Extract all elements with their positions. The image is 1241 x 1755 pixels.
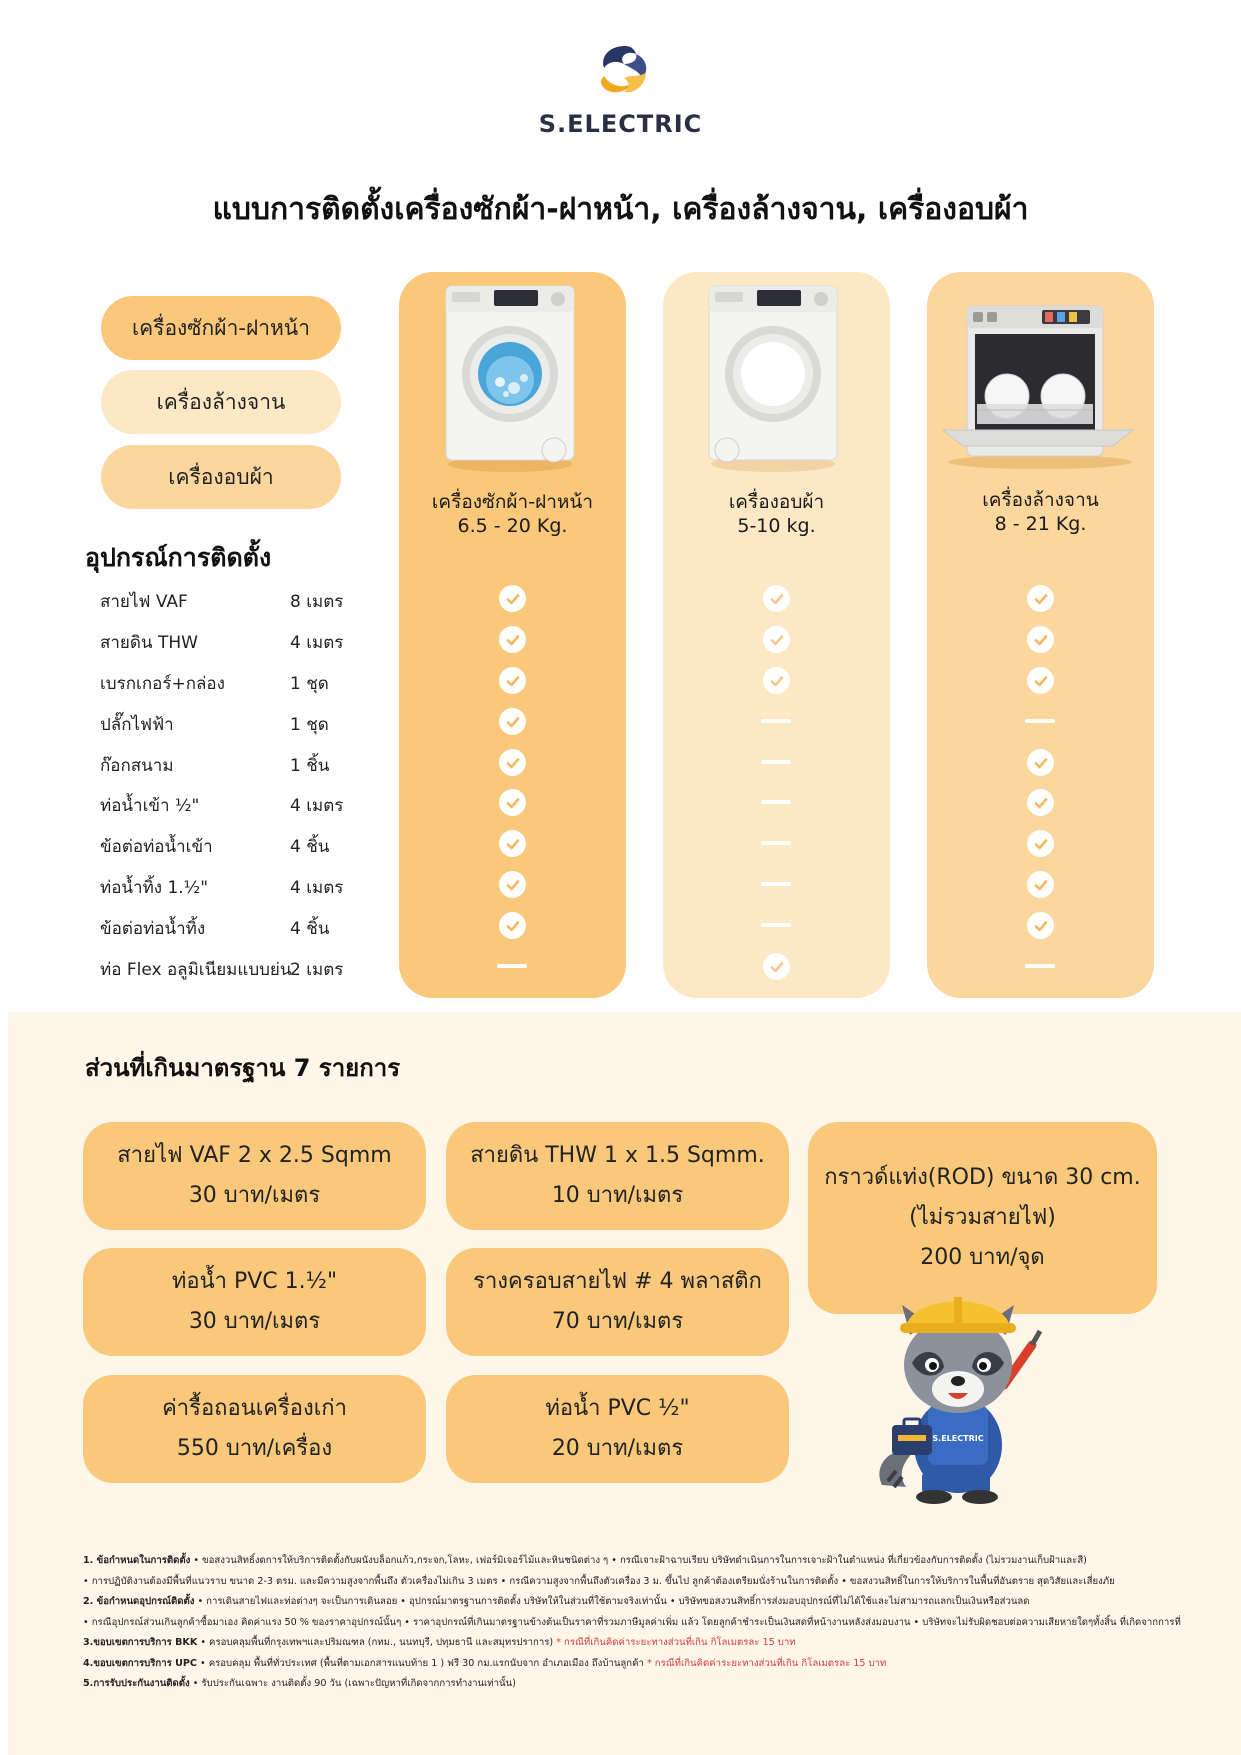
note-head: 1. ข้อกำหนดในการติดตั้ง [83,1555,191,1566]
dryer-check-icon [763,626,790,653]
extra-item-price: 200 บาท/จุด [920,1245,1045,1270]
dishwasher-check-icon [1027,749,1054,776]
dryer-not-included-icon [761,719,791,723]
equipment-item-qty: 1 ชุด [290,674,329,694]
dishwasher-check-icon [1027,667,1054,694]
extra-item-name: สายดิน THW 1 x 1.5 Sqmm. [470,1143,765,1168]
equipment-item-name: ข้อต่อท่อน้ำทิ้ง [100,919,206,939]
dryer-check-icon [763,667,790,694]
product-name: เครื่องซักผ้า-ฝาหน้า [431,491,594,513]
note-head: 3.ขอบเขตการบริการ BKK [83,1637,198,1648]
extras-title: ส่วนที่เกินมาตรฐาน 7 รายการ [85,1054,401,1082]
washer-check-icon [499,708,526,735]
note-surcharge: * กรณีที่เกินคิดค่าระยะทางส่วนที่เกิน กิโลเมตรละ 15 บาท [646,1657,887,1669]
extra-item-name: สายไฟ VAF 2 x 2.5 Sqmm [117,1143,392,1168]
note-head: 2. ข้อกำหนดอุปกรณ์ติดตั้ง [83,1596,195,1607]
washer-check-icon [499,912,526,939]
equipment-item-name: สายดิน THW [100,633,198,653]
extra-item-name: ท่อน้ำ PVC 1.½" [171,1269,338,1294]
extra-item-price: 20 บาท/เมตร [551,1436,684,1461]
extra-card-cable-trunking [446,1248,789,1356]
extra-item-note: (ไม่รวมสายไฟ) [909,1205,1056,1230]
dishwasher-check-icon [1027,626,1054,653]
extra-item-price: 30 บาท/เมตร [188,1309,321,1334]
equipment-item-name: สายไฟ VAF [100,592,188,612]
note-row [83,1551,1183,1572]
extra-item-price: 10 บาท/เมตร [551,1183,684,1208]
notes [83,1551,1183,1695]
equipment-item-name: เบรกเกอร์+กล่อง [100,674,225,694]
equipment-item-qty: 4 ชิ้น [290,837,330,857]
extra-item-price: 30 บาท/เมตร [188,1183,321,1208]
filter-washer[interactable] [101,296,341,360]
dishwasher-check-icon [1027,830,1054,857]
note-head: 4.ขอบเขตการบริการ UPC [83,1657,197,1669]
dishwasher-label [927,488,1154,536]
washer-check-icon [499,626,526,653]
extra-card-vaf [83,1122,426,1230]
equipment-item-qty: 8 เมตร [290,592,344,612]
mascot-badge: S.ELECTRIC [932,1434,984,1443]
extra-card-pvc-small [446,1375,789,1483]
extra-card-removal [83,1375,426,1483]
extra-item-price: 70 บาท/เมตร [551,1309,684,1334]
equipment-item-name: ก๊อกสนาม [100,756,174,776]
dishwasher-check-icon [1027,912,1054,939]
note-text: • ครอบคลุม พื้นที่ทั่วประเทศ (พื้นที่ตามเอกสารแนบท้าย 1 ) ฟรี 30 กม.แรกนับจาก อำเภอเมือง ถึงบ้านลูกค้า [196,1657,647,1669]
note-surcharge: * กรณีที่เกินคิดค่าระยะทางส่วนที่เกิน กิโลเมตรละ 15 บาท [556,1637,796,1648]
product-name: เครื่องล้างจาน [982,489,1099,511]
dryer-not-included-icon [761,800,791,804]
extra-card-thw [446,1122,789,1230]
filter-dishwasher[interactable] [101,370,341,434]
filter-label: เครื่องอบผ้า [168,464,274,489]
dryer-not-included-icon [761,923,791,927]
washer-check-icon [499,830,526,857]
extra-item-price: 550 บาท/เครื่อง [176,1436,333,1461]
equipment-item-name: ปลั๊กไฟฟ้า [100,715,174,735]
brand-name: S.ELECTRIC [538,110,703,138]
note-text: • กรณีอุปกรณ์ส่วนเกินลูกค้าซื้อมาเอง คิดค่าแรง 50 % ของราคาอุปกรณ์นั้นๆ • ราคาอุปกรณ์ที่เกินมาตรฐานข้างต้นเป็นราคาที่รวมภาษีมูลค่าเพิ่ม แล้ว โดยลูกค้าชำระเป็นเงินสดที่หน้างานหลังส่งมอบงาน • บริษัทจะไม่รับผิดชอบต่อความเสียหายใดๆทั้งสิ้น ที่เกิดจากการที่ [83,1616,1181,1628]
equipment-item-name: ข้อต่อท่อน้ำเข้า [100,837,213,857]
note-head: 5.การรับประกันงานติดตั้ง [83,1678,190,1689]
dryer-not-included-icon [761,882,791,886]
note-row [83,1592,1183,1613]
washer-label [399,490,626,538]
washing-machine-icon [440,282,580,472]
note-row [83,1633,1183,1654]
product-name: เครื่องอบผ้า [728,491,825,513]
equipment-item-qty: 2 เมตร [290,960,344,980]
note-row [83,1572,1183,1593]
washer-check-icon [499,871,526,898]
washer-not-included-icon [497,964,527,968]
product-capacity: 8 - 21 Kg. [994,513,1087,535]
washer-check-icon [499,585,526,612]
product-capacity: 6.5 - 20 Kg. [457,515,568,537]
dishwasher-check-icon [1027,789,1054,816]
dryer-label [663,490,890,538]
dryer-icon [703,282,843,472]
note-text: • การปฏิบัติงานต้องมีพื้นที่แนวราบ ขนาด 2-3 ตรม. และมีความสูงจากพื้นถึง ตัวเครื่องไม่เกิน 3 เมตร • กรณีความสูงจากพื้นถึงตัวเครื่อง 3 ม. ขึ้นไป ลูกค้าต้องเตรียมนั่งร้านในการติดตั้ง • ขอสงวนสิทธิ์ในการให้บริการในพื้นที่อันตราย สุดวิสัยและเสี่ยงภัย [83,1575,1115,1587]
note-text: • ขอสงวนสิทธิ์งดการให้บริการติดตั้งกับผนังบล็อกแก้ว,กระจก,โลหะ, เฟอร์มิเจอร์ไม้และหินชนิดต่าง ๆ • กรณีเจาะฝ้าฉาบเรียบ บริษัทดำเนินการในการเจาะฝ้าในตำแหน่ง ที่เกี่ยวข้องกับการติดตั้ง (ไม่รวมงานเก็บฝ้าและสี) [190,1555,1087,1566]
equipment-item-qty: 1 ชุด [290,715,329,735]
note-text: • ครอบคลุมพื้นที่กรุงเทพฯและปริมณฑล (กทม., นนทบุรี, ปทุมธานี และสมุทรปราการ) [197,1637,557,1648]
equipment-item-qty: 4 เมตร [290,796,344,816]
extra-card-pvc-large [83,1248,426,1356]
equipment-item-qty: 1 ชิ้น [290,756,330,776]
equipment-item-name: ท่อ Flex อลูมิเนียมแบบย่น [100,960,292,980]
dishwasher-not-included-icon [1025,964,1055,968]
filter-label: เครื่องซักผ้า-ฝาหน้า [131,315,311,340]
note-row [83,1654,1183,1675]
equipment-title: อุปกรณ์การติดตั้ง [85,543,272,572]
dryer-check-icon [763,953,790,980]
washer-check-icon [499,789,526,816]
equipment-item-qty: 4 เมตร [290,878,344,898]
dryer-check-icon [763,585,790,612]
raccoon-mascot-icon [862,1275,1062,1505]
equipment-item-qty: 4 เมตร [290,633,344,653]
note-row [83,1674,1183,1695]
dryer-not-included-icon [761,760,791,764]
equipment-item-name: ท่อน้ำเข้า ½" [100,796,200,816]
dishwasher-check-icon [1027,871,1054,898]
dishwasher-check-icon [1027,585,1054,612]
filter-label: เครื่องล้างจาน [156,389,286,414]
equipment-item-name: ท่อน้ำทิ้ง 1.½" [100,878,209,898]
extra-item-name: รางครอบสายไฟ # 4 พลาสติก [473,1269,762,1294]
dishwasher-icon [937,300,1144,470]
product-capacity: 5-10 kg. [737,515,816,537]
filter-dryer[interactable] [101,445,341,509]
extra-item-name: ค่ารื้อถอนเครื่องเก่า [162,1396,347,1421]
extra-item-name: ท่อน้ำ PVC ½" [545,1396,690,1421]
washer-check-icon [499,667,526,694]
note-text: • รับประกันเฉพาะ งานติดตั้ง 90 วัน (เฉพาะปัญหาที่เกิดจากการทำงานเท่านั้น) [189,1678,516,1689]
dishwasher-not-included-icon [1025,719,1055,723]
note-text: • การเดินสายไฟและท่อต่างๆ จะเป็นการเดินลอย • อุปกรณ์มาตรฐานการติดตั้ง บริษัทให้ในส่วนที่ใช้ตามจริงเท่านั้น • บริษัทขอสงวนสิทธิ์การส่งมอบอุปกรณ์ที่ไม่ได้ใช้และไม่สามารถแลกเป็นเงินหรือส่วนลด [194,1596,1030,1607]
extra-item-name: กราวด์แท่ง(ROD) ขนาด 30 cm. [824,1165,1141,1190]
dryer-not-included-icon [761,841,791,845]
note-row [83,1613,1183,1634]
washer-check-icon [499,749,526,776]
equipment-item-qty: 4 ชิ้น [290,919,330,939]
s-electric-logo-icon [590,42,660,102]
page-title: แบบการติดตั้งเครื่องซักผ้า-ฝาหน้า, เครื่องล้างจาน, เครื่องอบผ้า [212,192,1029,227]
